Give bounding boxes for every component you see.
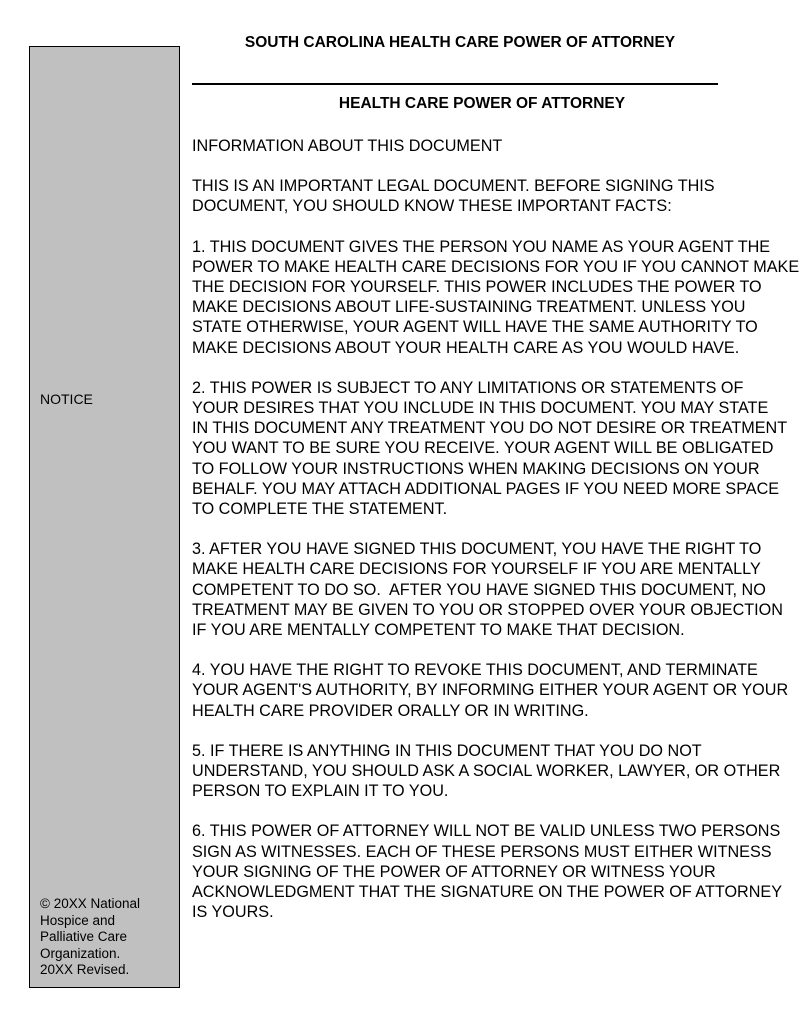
text-line: YOUR AGENT'S AUTHORITY, BY INFORMING EITHER YOUR AGENT OR YOUR xyxy=(192,681,789,700)
text-line: POWER TO MAKE HEALTH CARE DECISIONS FOR YOU IF YOU CANNOT MAKE xyxy=(192,257,800,276)
text-line: YOUR DESIRES THAT YOU INCLUDE IN THIS DOCUMENT. YOU MAY STATE xyxy=(192,399,769,418)
text-line: MAKE DECISIONS ABOUT LIFE-SUSTAINING TREATMENT. UNLESS YOU xyxy=(192,298,746,317)
section-title: HEALTH CARE POWER OF ATTORNEY xyxy=(338,95,626,112)
paragraph-1 xyxy=(192,237,800,358)
text-line: YOU WANT TO BE SURE YOU RECEIVE. YOUR AGENT WILL BE OBLIGATED xyxy=(192,439,774,458)
text-line: TO COMPLETE THE STATEMENT. xyxy=(192,500,448,519)
text-line: THIS IS AN IMPORTANT LEGAL DOCUMENT. BEFORE SIGNING THIS xyxy=(192,177,715,196)
text-line: 5. IF THERE IS ANYTHING IN THIS DOCUMENT THAT YOU DO NOT xyxy=(192,741,702,760)
text-line: 2. THIS POWER IS SUBJECT TO ANY LIMITATIONS OR STATEMENTS OF xyxy=(192,378,744,397)
copyright-notice: © 20XX National Hospice and Palliative Care Organization. 20XX Revised. xyxy=(40,896,141,977)
text-line: TO FOLLOW YOUR INSTRUCTIONS WHEN MAKING DECISIONS ON YOUR xyxy=(192,459,760,478)
paragraph-6 xyxy=(192,821,782,922)
paragraph-4 xyxy=(192,660,789,721)
text-line: MAKE DECISIONS ABOUT YOUR HEALTH CARE AS YOU WOULD HAVE. xyxy=(192,338,740,357)
text-line: STATE OTHERWISE, YOUR AGENT WILL HAVE THE SAME AUTHORITY TO xyxy=(192,318,758,337)
text-line: UNDERSTAND, YOU SHOULD ASK A SOCIAL WORKER, LAWYER, OR OTHER xyxy=(192,762,781,781)
text-line: ACKNOWLEDGMENT THAT THE SIGNATURE ON THE POWER OF ATTORNEY xyxy=(192,883,783,902)
intro-paragraph xyxy=(192,176,782,216)
text-line: INFORMATION ABOUT THIS DOCUMENT xyxy=(192,137,503,155)
paragraph-5 xyxy=(192,741,782,802)
text-line: YOUR SIGNING OF THE POWER OF ATTORNEY OR WITNESS YOUR xyxy=(192,862,716,881)
paragraph-2 xyxy=(192,378,788,519)
text-line: COMPETENT TO DO SO. AFTER YOU HAVE SIGNED THIS DOCUMENT, NO xyxy=(192,580,766,599)
document-body xyxy=(192,136,800,943)
text-line: IF YOU ARE MENTALLY COMPETENT TO MAKE THAT DECISION. xyxy=(192,621,685,640)
text-line: TREATMENT MAY BE GIVEN TO YOU OR STOPPED OVER YOUR OBJECTION xyxy=(192,600,783,619)
title-divider xyxy=(192,83,718,85)
text-line: IN THIS DOCUMENT ANY TREATMENT YOU DO NOT DESIRE OR TREATMENT xyxy=(192,419,788,438)
text-line: IS YOURS. xyxy=(192,903,274,922)
text-line: BEHALF. YOU MAY ATTACH ADDITIONAL PAGES IF YOU NEED MORE SPACE xyxy=(192,479,780,498)
text-line: PERSON TO EXPLAIN IT TO YOU. xyxy=(192,782,449,801)
text-line: 6. THIS POWER OF ATTORNEY WILL NOT BE VALID UNLESS TWO PERSONS xyxy=(192,822,781,841)
text-line: MAKE HEALTH CARE DECISIONS FOR YOURSELF IF YOU ARE MENTALLY xyxy=(192,560,761,579)
intro-heading xyxy=(192,136,782,156)
sidebar-panel xyxy=(29,46,180,988)
text-line: 1. THIS DOCUMENT GIVES THE PERSON YOU NAME AS YOUR AGENT THE xyxy=(192,237,771,256)
text-line: DOCUMENT, YOU SHOULD KNOW THESE IMPORTANT FACTS: xyxy=(192,197,672,216)
notice-label: NOTICE xyxy=(40,391,93,407)
document-title: SOUTH CAROLINA HEALTH CARE POWER OF ATTORNEY xyxy=(244,34,676,51)
paragraph-3 xyxy=(192,539,782,640)
text-line: 3. AFTER YOU HAVE SIGNED THIS DOCUMENT, YOU HAVE THE RIGHT TO xyxy=(192,540,762,559)
text-line: SIGN AS WITNESSES. EACH OF THESE PERSONS MUST EITHER WITNESS xyxy=(192,842,772,861)
text-line: HEALTH CARE PROVIDER ORALLY OR IN WRITING. xyxy=(192,701,589,720)
text-line: THE DECISION FOR YOURSELF. THIS POWER INCLUDES THE POWER TO xyxy=(192,278,762,297)
text-line: 4. YOU HAVE THE RIGHT TO REVOKE THIS DOCUMENT, AND TERMINATE xyxy=(192,661,758,680)
